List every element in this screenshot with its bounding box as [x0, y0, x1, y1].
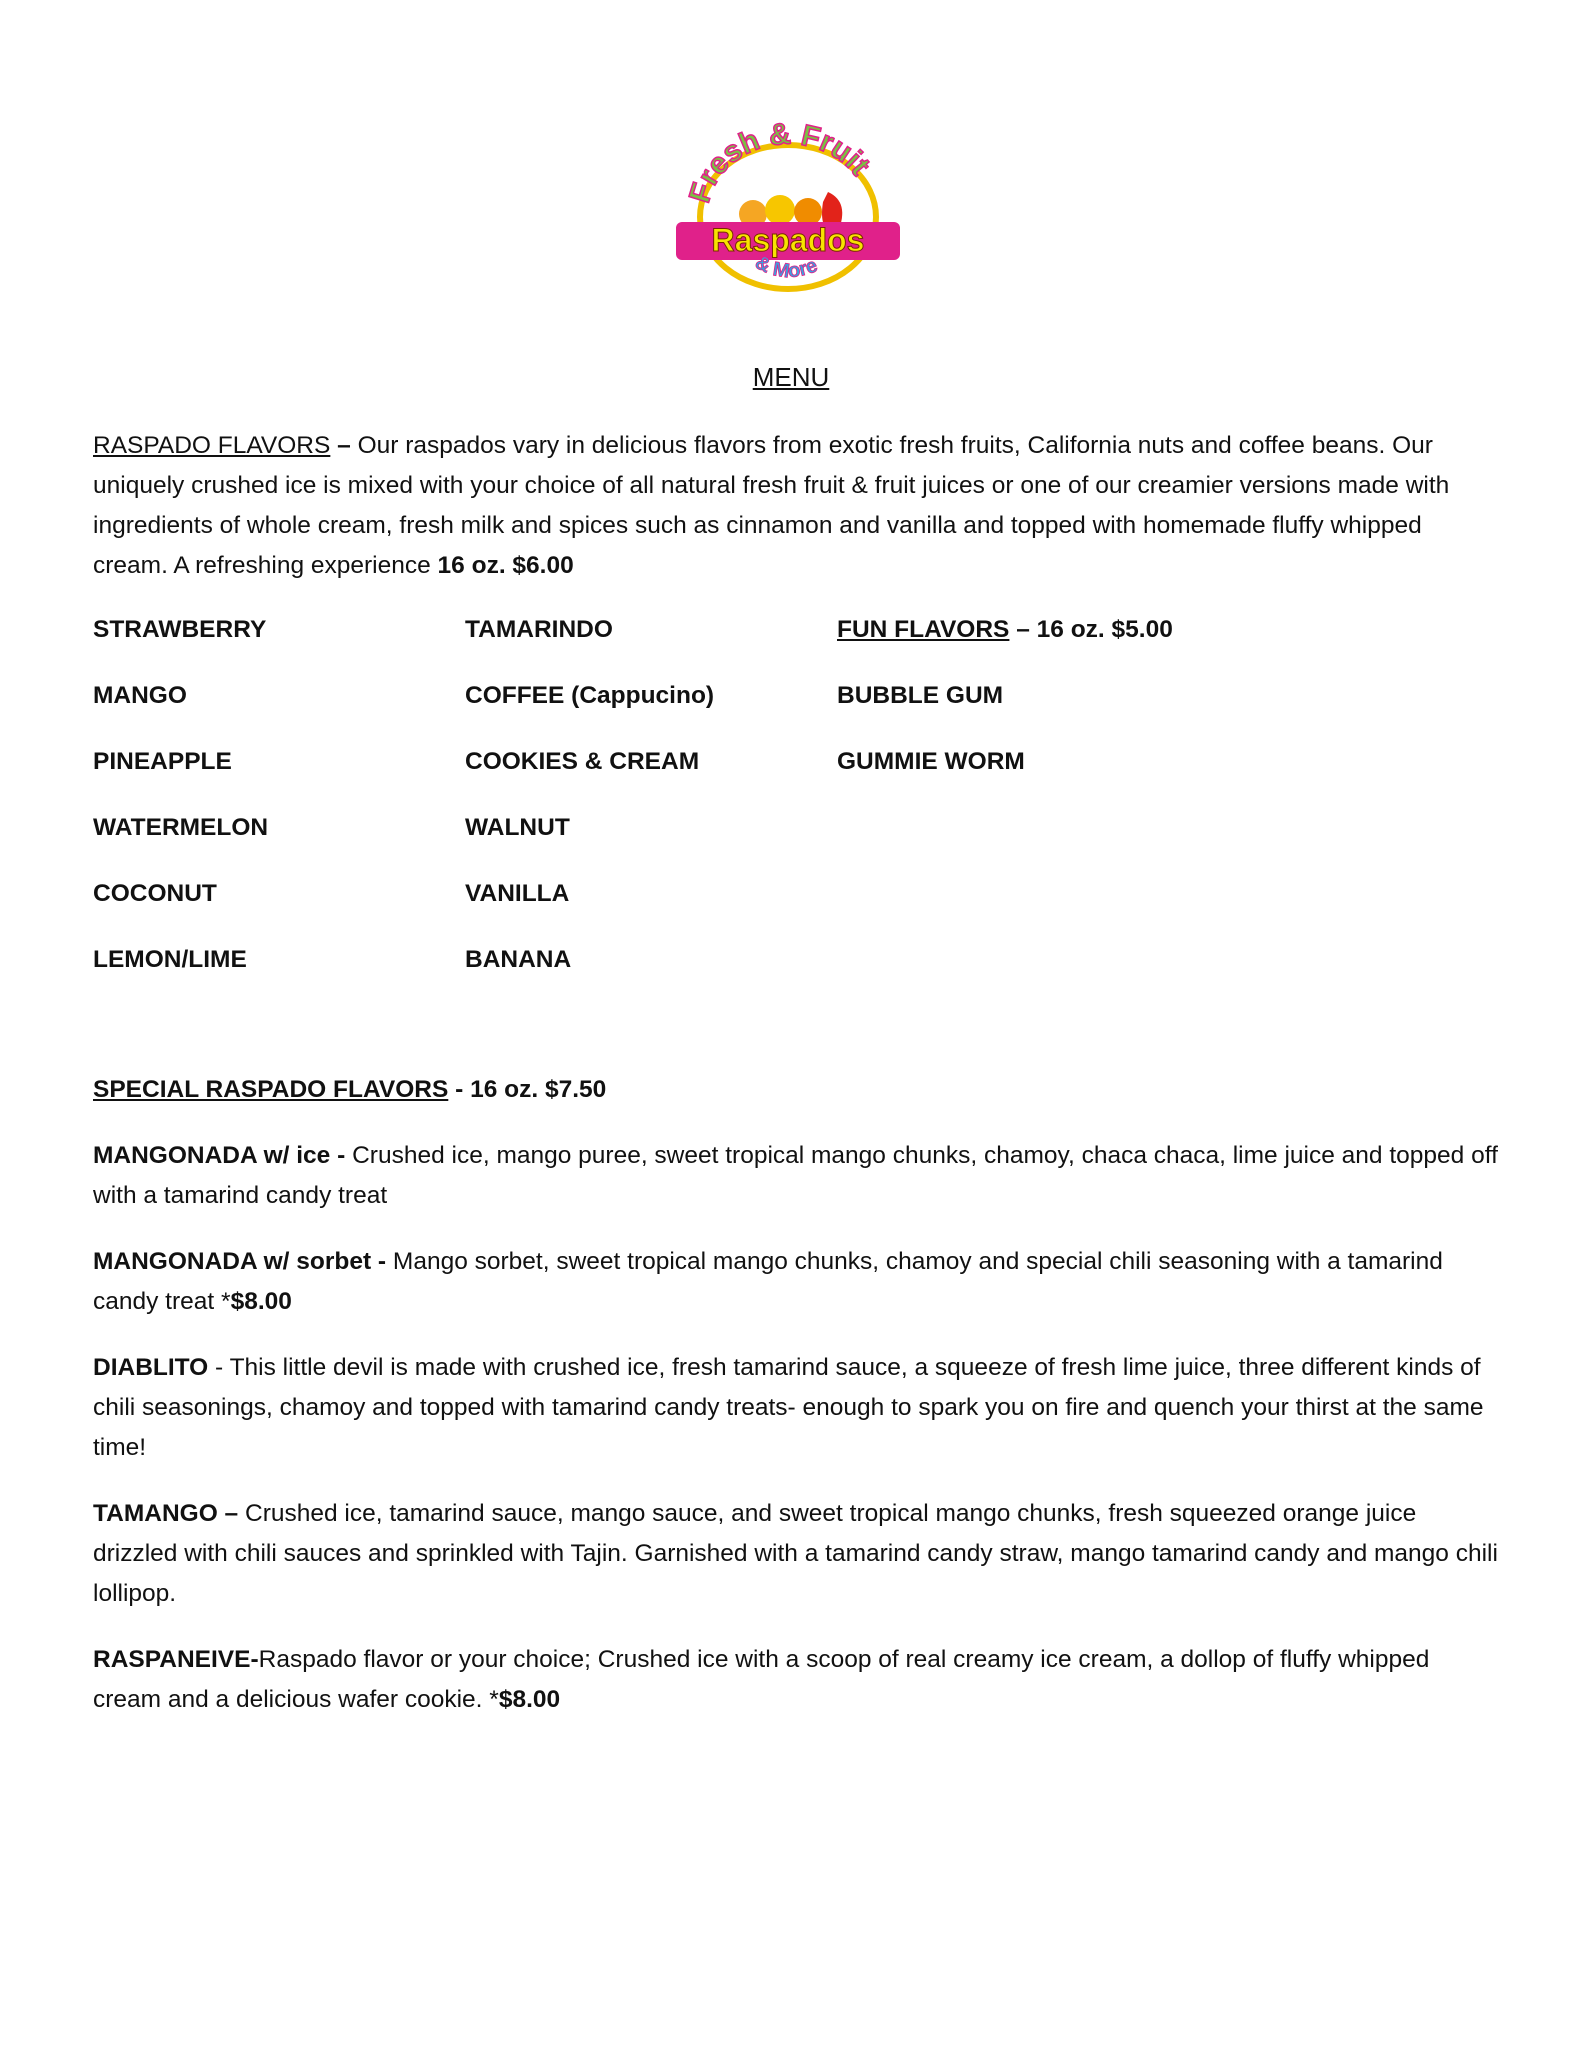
fun-flavor-item: BUBBLE GUM — [837, 682, 1004, 709]
flavor-item: COCONUT — [93, 880, 217, 907]
fun-flavors-heading: FUN FLAVORS — [837, 616, 1010, 643]
flavor-item: WATERMELON — [93, 814, 269, 841]
flavor-item: PINEAPPLE — [93, 748, 232, 775]
special-item-mangonada-sorbet — [93, 1242, 1498, 1322]
svg-text:& More: & More — [751, 251, 821, 283]
special-item-mangonada-ice — [93, 1136, 1498, 1216]
raspado-description: Our raspados vary in delicious flavors from exotic fresh fruits, California nuts and coffee beans. Our uniquely crushed ice is mixed with your choice of all natural fresh fruit & fruit juices or one of our creamier versions made with ingredients of whole cream, fresh milk and spices such as cinnamon and vanilla and topped with homemade fluffy whipped cream. A refreshing experience — [93, 432, 1450, 579]
special-item-name: DIABLITO — [93, 1354, 209, 1381]
special-item-tamango — [93, 1494, 1498, 1614]
flavor-item: MANGO — [93, 682, 187, 709]
special-item-text: Raspado flavor or your choice; Crushed ice with a scoop of real creamy ice cream, a dollop of fluffy whipped cream and a delicious wafer cookie. * — [93, 1646, 1430, 1713]
svg-text:Fresh & Fruit: Fresh & Fruit — [683, 122, 877, 207]
special-item-text: Crushed ice, tamarind sauce, mango sauce, and sweet tropical mango chunks, fresh squeezed orange juice drizzled with chili sauces and sprinkled with Tajin. Garnished with a tamarind candy straw, mango tamarind candy and mango chili lollipop. — [93, 1500, 1498, 1607]
flavor-column-1 — [93, 610, 453, 1006]
flavor-column-2 — [465, 610, 825, 1006]
special-item-name: TAMANGO – — [93, 1500, 245, 1527]
special-item-text: Mango sorbet, sweet tropical mango chunks, chamoy and special chili seasoning with a tamarind candy treat * — [93, 1248, 1443, 1315]
flavor-item: STRAWBERRY — [93, 616, 267, 643]
fun-flavors-price: – 16 oz. $5.00 — [1009, 616, 1173, 643]
flavor-item: COOKIES & CREAM — [465, 748, 700, 775]
fun-flavors-column — [837, 610, 1337, 808]
flavor-item: VANILLA — [465, 880, 570, 907]
special-item-raspaneive — [93, 1640, 1498, 1720]
special-item-name: MANGONADA w/ ice - — [93, 1142, 353, 1169]
special-item-name: MANGONADA w/ sorbet - — [93, 1248, 393, 1275]
special-flavors-header — [93, 1070, 1498, 1110]
flavor-item: COFFEE (Cappucino) — [465, 682, 715, 709]
special-item-name: RASPANEIVE- — [93, 1646, 259, 1673]
special-item-diablito — [93, 1348, 1498, 1468]
raspado-flavors-heading: RASPADO FLAVORS — [93, 432, 331, 459]
special-item-text: - This little devil is made with crushed ice, fresh tamarind sauce, a squeeze of fresh lime juice, three different kinds of chili seasonings, chamoy and topped with tamarind candy treats- enough to spark you on fire and quench your thirst at the same time! — [93, 1354, 1484, 1461]
flavor-item: BANANA — [465, 946, 572, 973]
special-item-text: Crushed ice, mango puree, sweet tropical mango chunks, chamoy, chaca chaca, lime juice and topped off with a tamarind candy treat — [93, 1142, 1498, 1209]
flavor-item: WALNUT — [465, 814, 570, 841]
heading-dash: – — [330, 432, 358, 459]
flavor-item: TAMARINDO — [465, 616, 613, 643]
raspado-flavors-intro — [93, 426, 1498, 586]
fun-flavor-item: GUMMIE WORM — [837, 748, 1025, 775]
orange-fruit-icon — [765, 195, 795, 225]
special-item-price: $8.00 — [498, 1686, 561, 1713]
flavor-item: LEMON/LIME — [93, 946, 247, 973]
fun-flavors-header — [837, 610, 1337, 676]
menu-title: MENU — [752, 362, 830, 392]
special-flavors-price: - 16 oz. $7.50 — [448, 1076, 607, 1103]
fresh-and-fruit-logo — [668, 122, 908, 292]
svg-text:Raspados: Raspados — [711, 222, 865, 258]
special-flavors-heading: SPECIAL RASPADO FLAVORS — [93, 1076, 449, 1103]
special-item-price: $8.00 — [230, 1288, 292, 1315]
raspado-price: 16 oz. $6.00 — [437, 552, 574, 579]
